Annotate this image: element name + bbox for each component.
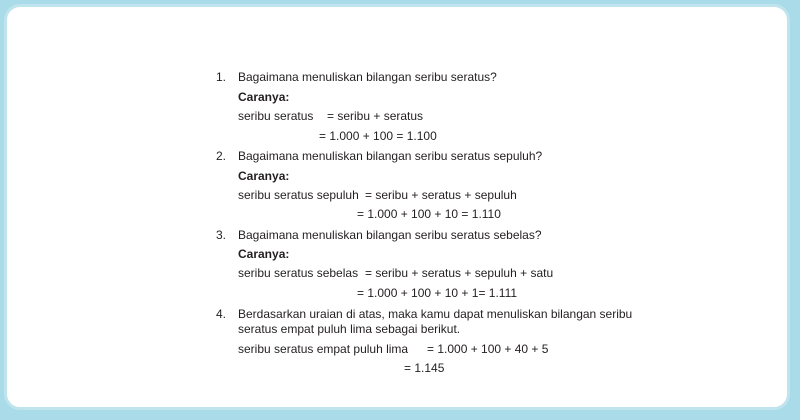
item-3-method-label: Caranya: bbox=[238, 247, 290, 261]
item-1-question: Bagaimana menuliskan bilangan seribu seratus? bbox=[238, 70, 497, 84]
item-3-number: 3. bbox=[216, 228, 227, 242]
item-1-number: 1. bbox=[216, 70, 227, 84]
item-3-question: Bagaimana menuliskan bilangan seribu seratus sebelas? bbox=[238, 228, 542, 242]
item-4-lhs: seribu seratus empat puluh lima bbox=[238, 342, 409, 356]
item-4-rhs2: = 1.145 bbox=[404, 361, 445, 375]
item-1-method-label: Caranya: bbox=[238, 90, 290, 104]
item-4-question-line1: Berdasarkan uraian di atas, maka kamu dapat menuliskan bilangan seribu bbox=[238, 307, 633, 321]
item-1-rhs1: = seribu + seratus bbox=[327, 109, 424, 123]
page-frame bbox=[4, 4, 790, 410]
item-2-number: 2. bbox=[216, 149, 227, 163]
item-2-rhs2: = 1.000 + 100 + 10 = 1.110 bbox=[357, 207, 501, 221]
item-1-rhs2: = 1.000 + 100 = 1.100 bbox=[319, 129, 437, 143]
item-3-rhs2: = 1.000 + 100 + 10 + 1= 1.111 bbox=[357, 286, 518, 300]
item-2-lhs: seribu seratus sepuluh bbox=[238, 188, 359, 202]
document-content bbox=[7, 7, 787, 407]
item-4-rhs1: = 1.000 + 100 + 40 + 5 bbox=[427, 342, 549, 356]
item-4-number: 4. bbox=[216, 307, 227, 321]
item-2-method-label: Caranya: bbox=[238, 169, 290, 183]
item-3-lhs: seribu seratus sebelas bbox=[238, 266, 359, 280]
item-2-question: Bagaimana menuliskan bilangan seribu seratus sepuluh? bbox=[238, 149, 543, 163]
item-3-rhs1: = seribu + seratus + sepuluh + satu bbox=[365, 266, 554, 280]
item-4-question-line2: seratus empat puluh lima sebagai berikut. bbox=[238, 322, 461, 336]
item-1-lhs: seribu seratus bbox=[238, 109, 314, 123]
item-2-rhs1: = seribu + seratus + sepuluh bbox=[365, 188, 517, 202]
